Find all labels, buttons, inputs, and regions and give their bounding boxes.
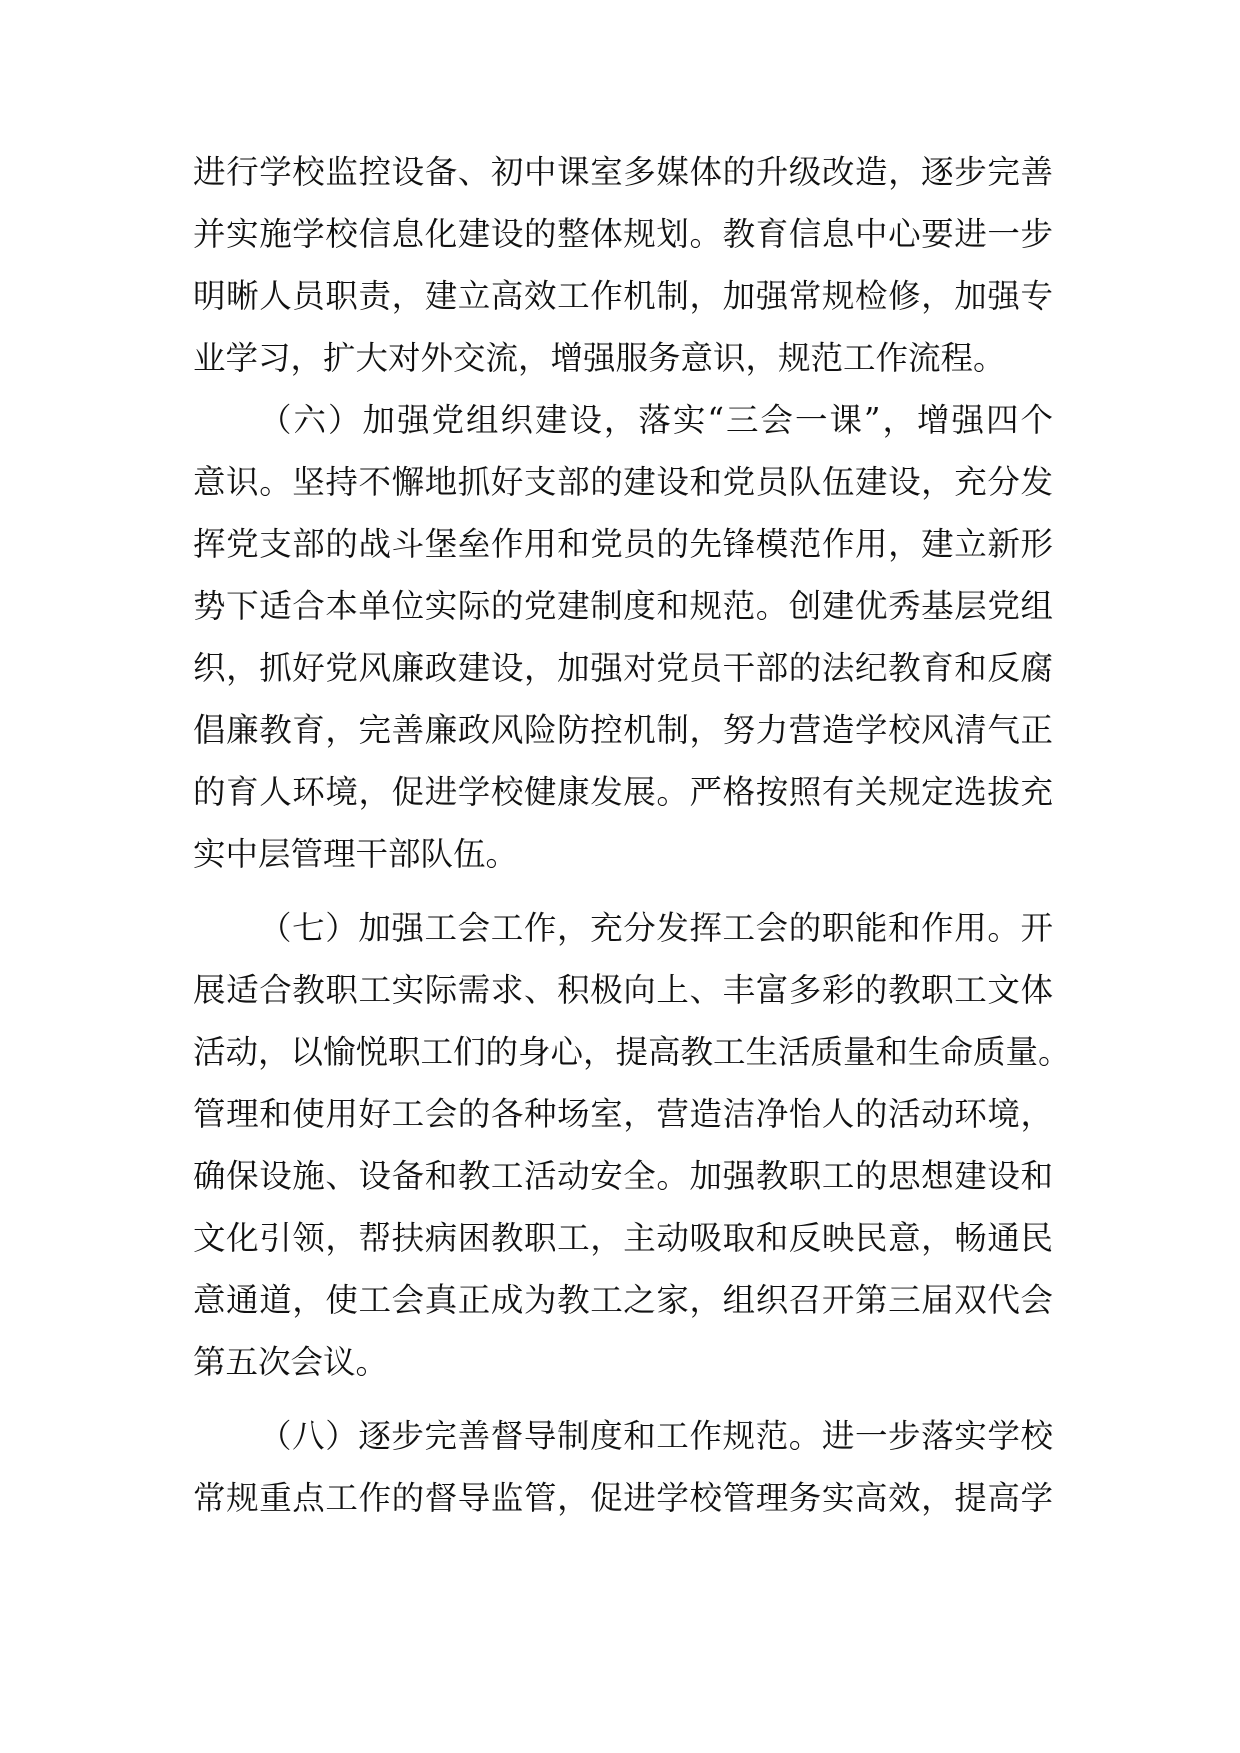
text-line: 业学习，扩大对外交流，增强服务意识，规范工作流程。 xyxy=(193,339,1006,377)
text-line: 意识。坚持不懈地抓好支部的建设和党员队伍建设，充分发 xyxy=(193,463,1053,501)
text-line: 意通道，使工会真正成为教工之家，组织召开第三届双代会 xyxy=(193,1281,1053,1319)
text-line: 势下适合本单位实际的党建制度和规范。创建优秀基层党组 xyxy=(193,587,1053,625)
text-line: 并实施学校信息化建设的整体规划。教育信息中心要进一步 xyxy=(193,215,1053,253)
text-line: 文化引领，帮扶病困教职工，主动吸取和反映民意，畅通民 xyxy=(193,1219,1053,1257)
text-line: 管理和使用好工会的各种场室，营造洁净怡人的活动环境， xyxy=(193,1095,1053,1133)
text-line: 实中层管理干部队伍。 xyxy=(193,835,519,873)
text-line: 展适合教职工实际需求、积极向上、丰富多彩的教职工文体 xyxy=(193,971,1053,1009)
section-heading-line: （六）加强党组织建设，落实“三会一课”，增强四个 xyxy=(259,401,1053,439)
text-line: 的育人环境，促进学校健康发展。严格按照有关规定选拔充 xyxy=(193,773,1053,811)
section-heading-line: （七）加强工会工作，充分发挥工会的职能和作用。开 xyxy=(259,909,1053,947)
text-line: 进行学校监控设备、初中课室多媒体的升级改造，逐步完善 xyxy=(193,153,1053,191)
text-line: 明晰人员职责，建立高效工作机制，加强常规检修，加强专 xyxy=(193,277,1053,315)
text-line: 常规重点工作的督导监管，促进学校管理务实高效，提高学 xyxy=(193,1479,1053,1517)
text-line: 活动，以愉悦职工们的身心，提高教工生活质量和生命质量。 xyxy=(193,1033,1071,1071)
text-line: 确保设施、设备和教工活动安全。加强教职工的思想建设和 xyxy=(193,1157,1053,1195)
text-line: 倡廉教育，完善廉政风险防控机制，努力营造学校风清气正 xyxy=(193,711,1053,749)
text-line: 织，抓好党风廉政建设，加强对党员干部的法纪教育和反腐 xyxy=(193,649,1053,687)
text-line: 挥党支部的战斗堡垒作用和党员的先锋模范作用，建立新形 xyxy=(193,525,1053,563)
text-line: 第五次会议。 xyxy=(193,1343,389,1381)
section-heading-line: （八）逐步完善督导制度和工作规范。进一步落实学校 xyxy=(259,1417,1053,1455)
